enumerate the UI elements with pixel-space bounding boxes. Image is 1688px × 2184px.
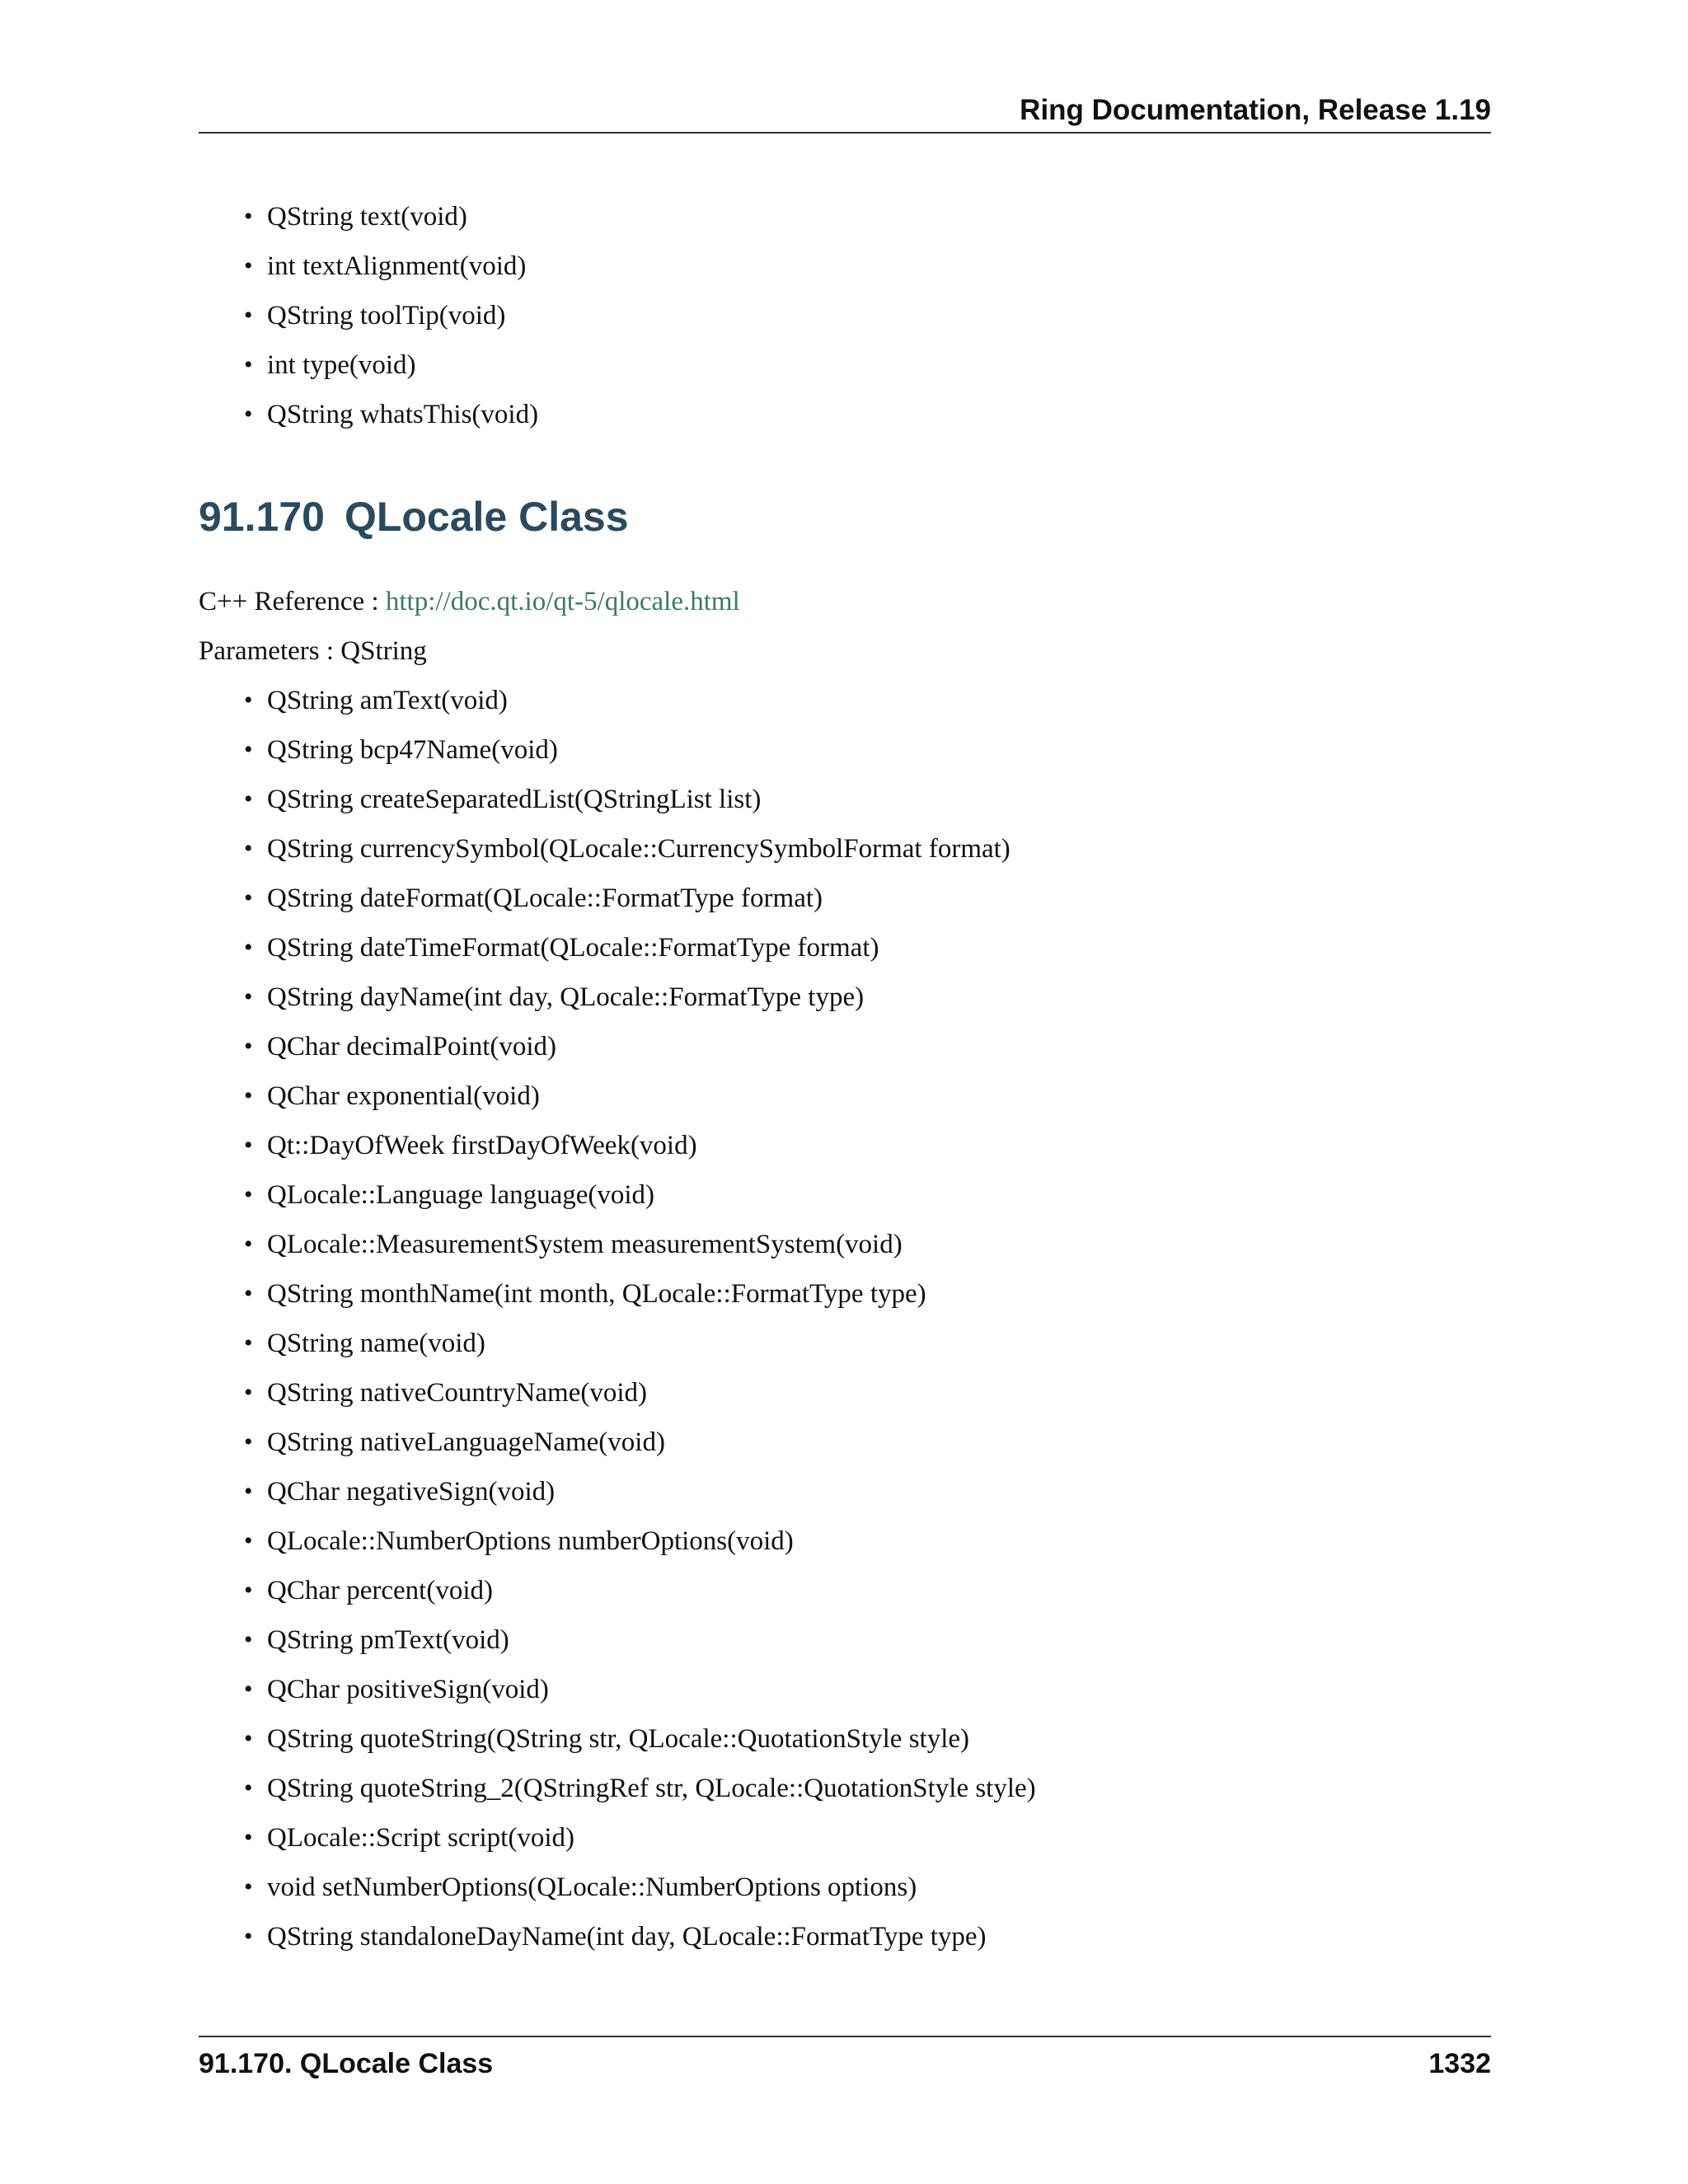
bullet-icon: • — [244, 1527, 253, 1554]
list-item — [244, 1368, 1036, 1418]
method-signature: QString currencySymbol(QLocale::CurrencySymbolFormat format) — [267, 834, 1010, 864]
method-signature: QString toolTip(void) — [267, 301, 506, 330]
bullet-icon: • — [244, 203, 253, 230]
list-item — [244, 1813, 1036, 1863]
method-signature: QChar positiveSign(void) — [267, 1675, 549, 1704]
footer-section: 91.170. QLocale Class — [199, 2048, 494, 2079]
bullet-icon: • — [244, 1329, 253, 1357]
method-signature: QString whatsThis(void) — [267, 400, 539, 429]
method-signature: QString amText(void) — [267, 686, 508, 715]
method-signature: QString nativeLanguageName(void) — [267, 1427, 665, 1457]
list-item — [244, 1516, 1036, 1566]
methods-list — [244, 676, 1036, 1961]
page-footer — [199, 2036, 1491, 2087]
method-signature: QString dayName(int day, QLocale::FormatType type) — [267, 982, 865, 1012]
bullet-icon: • — [244, 1478, 253, 1505]
bullet-icon: • — [244, 1577, 253, 1604]
method-signature: QString pmText(void) — [267, 1625, 509, 1655]
method-signature: QChar percent(void) — [267, 1576, 493, 1605]
bullet-icon: • — [244, 1181, 253, 1208]
method-signature: int textAlignment(void) — [267, 251, 527, 281]
bullet-icon: • — [244, 934, 253, 961]
method-signature: QString standaloneDayName(int day, QLocale::FormatType type) — [267, 1922, 987, 1952]
section-heading — [199, 488, 629, 546]
bullet-icon: • — [244, 1132, 253, 1159]
bullet-icon: • — [244, 351, 253, 378]
bullet-icon: • — [244, 1873, 253, 1900]
bullet-icon: • — [244, 983, 253, 1010]
list-item — [244, 390, 538, 439]
list-item — [244, 1220, 1036, 1269]
method-signature: QString dateTimeFormat(QLocale::FormatType format) — [267, 933, 879, 963]
method-signature: int type(void) — [267, 350, 416, 380]
previous-methods-list — [244, 192, 538, 439]
list-item — [244, 1170, 1036, 1220]
list-item — [244, 1764, 1036, 1813]
method-signature: void setNumberOptions(QLocale::NumberOptions options) — [267, 1872, 917, 1902]
bullet-icon: • — [244, 785, 253, 813]
bullet-icon: • — [244, 1082, 253, 1109]
bullet-icon: • — [244, 687, 253, 714]
method-signature: QString text(void) — [267, 202, 467, 232]
reference-link[interactable]: http://doc.qt.io/qt-5/qlocale.html — [385, 587, 740, 616]
bullet-icon: • — [244, 1725, 253, 1752]
document-title: Ring Documentation, Release 1.19 — [1020, 94, 1491, 126]
section-number: 91.170 — [199, 494, 325, 540]
bullet-icon: • — [244, 1626, 253, 1653]
method-signature: QLocale::NumberOptions numberOptions(void) — [267, 1526, 794, 1556]
method-signature: QString nativeCountryName(void) — [267, 1378, 648, 1408]
bullet-icon: • — [244, 1923, 253, 1950]
bullet-icon: • — [244, 1774, 253, 1802]
method-signature: QLocale::Language language(void) — [267, 1180, 655, 1210]
reference-label: C++ Reference : — [199, 587, 386, 616]
page-number: 1332 — [1428, 2048, 1491, 2079]
list-item — [244, 1467, 1036, 1516]
list-item — [244, 340, 538, 390]
method-signature: Qt::DayOfWeek firstDayOfWeek(void) — [267, 1131, 697, 1160]
bullet-icon: • — [244, 1379, 253, 1406]
list-item — [244, 1121, 1036, 1170]
bullet-icon: • — [244, 1230, 253, 1258]
list-item — [244, 1665, 1036, 1714]
list-item — [244, 676, 1036, 725]
list-item — [244, 1863, 1036, 1912]
list-item — [244, 725, 1036, 775]
list-item — [244, 1269, 1036, 1319]
page-header — [199, 92, 1491, 134]
method-signature: QChar decimalPoint(void) — [267, 1032, 557, 1062]
list-item — [244, 923, 1036, 972]
bullet-icon: • — [244, 302, 253, 329]
list-item — [244, 874, 1036, 923]
bullet-icon: • — [244, 835, 253, 862]
parameters-line: Parameters : QString — [199, 636, 427, 666]
list-item — [244, 1418, 1036, 1467]
method-signature: QString monthName(int month, QLocale::FormatType type) — [267, 1279, 926, 1309]
list-item — [244, 775, 1036, 824]
method-signature: QString quoteString(QString str, QLocale::QuotationStyle style) — [267, 1724, 970, 1754]
bullet-icon: • — [244, 252, 253, 279]
method-signature: QString bcp47Name(void) — [267, 735, 558, 765]
method-signature: QString name(void) — [267, 1329, 485, 1358]
bullet-icon: • — [244, 884, 253, 912]
bullet-icon: • — [244, 401, 253, 428]
method-signature: QLocale::MeasurementSystem measurementSystem(void) — [267, 1230, 903, 1259]
list-item — [244, 1912, 1036, 1961]
method-signature: QLocale::Script script(void) — [267, 1823, 574, 1853]
list-item — [244, 1071, 1036, 1121]
list-item — [244, 1566, 1036, 1615]
list-item — [244, 1319, 1036, 1368]
section-title: QLocale Class — [344, 494, 629, 540]
list-item — [244, 1022, 1036, 1071]
bullet-icon: • — [244, 1033, 253, 1060]
bullet-icon: • — [244, 1428, 253, 1455]
list-item — [244, 291, 538, 340]
list-item — [244, 192, 538, 241]
method-signature: QChar negativeSign(void) — [267, 1477, 556, 1507]
bullet-icon: • — [244, 1824, 253, 1851]
list-item — [244, 824, 1036, 874]
list-item — [244, 972, 1036, 1022]
list-item — [244, 1714, 1036, 1764]
reference-line — [199, 577, 740, 626]
method-signature: QString createSeparatedList(QStringList list) — [267, 785, 762, 814]
bullet-icon: • — [244, 736, 253, 763]
bullet-icon: • — [244, 1280, 253, 1307]
bullet-icon: • — [244, 1675, 253, 1703]
method-signature: QString dateFormat(QLocale::FormatType format) — [267, 883, 823, 913]
method-signature: QChar exponential(void) — [267, 1081, 540, 1111]
list-item — [244, 241, 538, 291]
list-item — [244, 1615, 1036, 1665]
method-signature: QString quoteString_2(QStringRef str, QLocale::QuotationStyle style) — [267, 1774, 1036, 1803]
